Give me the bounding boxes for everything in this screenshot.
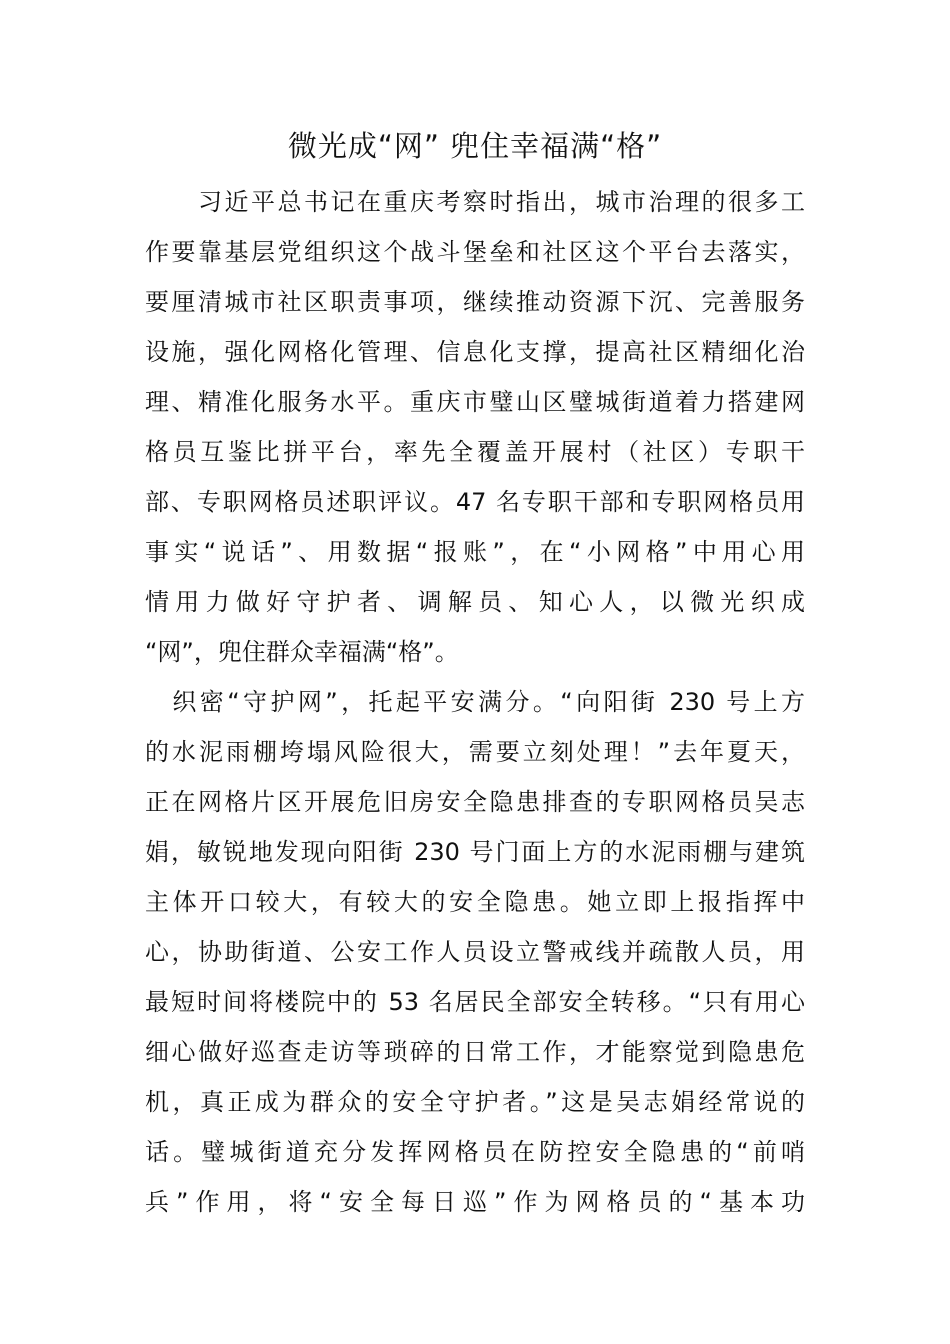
text-line: 织密“守护网”，托起平安满分。“向阳街 230 号上方 [145,688,805,716]
document-body [145,177,805,1227]
text-line: “网”，兜住群众幸福满“格”。 [145,638,459,666]
text-line: 格员互鉴比拼平台，率先全覆盖开展村（社区）专职干 [145,438,805,466]
text-line: 设施，强化网格化管理、信息化支撑，提高社区精细化治 [145,338,805,366]
text-line: 最短时间将楼院中的 53 名居民全部安全转移。“只有用心 [145,988,805,1016]
text-line: 情用力做好守护者、调解员、知心人，以微光织成 [145,588,805,616]
text-line: 的水泥雨棚垮塌风险很大，需要立刻处理！”去年夏天， [145,738,805,766]
text-line: 要厘清城市社区职责事项，继续推动资源下沉、完善服务 [145,288,805,316]
text-line: 作要靠基层党组织这个战斗堡垒和社区这个平台去落实， [145,238,805,266]
text-line: 娟，敏锐地发现向阳街 230 号门面上方的水泥雨棚与建筑 [145,838,805,866]
text-line: 话。璧城街道充分发挥网格员在防控安全隐患的“前哨 [145,1138,805,1166]
text-line: 主体开口较大，有较大的安全隐患。她立即上报指挥中 [145,888,805,916]
text-line: 兵”作用，将“安全每日巡”作为网格员的“基本功 [145,1188,805,1216]
text-line: 正在网格片区开展危旧房安全隐患排查的专职网格员吴志 [145,788,805,816]
text-line: 习近平总书记在重庆考察时指出，城市治理的很多工 [145,188,805,216]
text-line: 细心做好巡查走访等琐碎的日常工作，才能察觉到隐患危 [145,1038,805,1066]
text-line: 部、专职网格员述职评议。47 名专职干部和专职网格员用 [145,488,805,516]
text-line: 理、精准化服务水平。重庆市璧山区璧城街道着力搭建网 [145,388,805,416]
text-line: 机，真正成为群众的安全守护者。”这是吴志娟经常说的 [145,1088,805,1116]
text-line: 心，协助街道、公安工作人员设立警戒线并疏散人员，用 [145,938,805,966]
document-title: 微光成“网” 兜住幸福满“格” [287,129,663,163]
text-line: 事实“说话”、用数据“报账”，在“小网格”中用心用 [145,538,805,566]
